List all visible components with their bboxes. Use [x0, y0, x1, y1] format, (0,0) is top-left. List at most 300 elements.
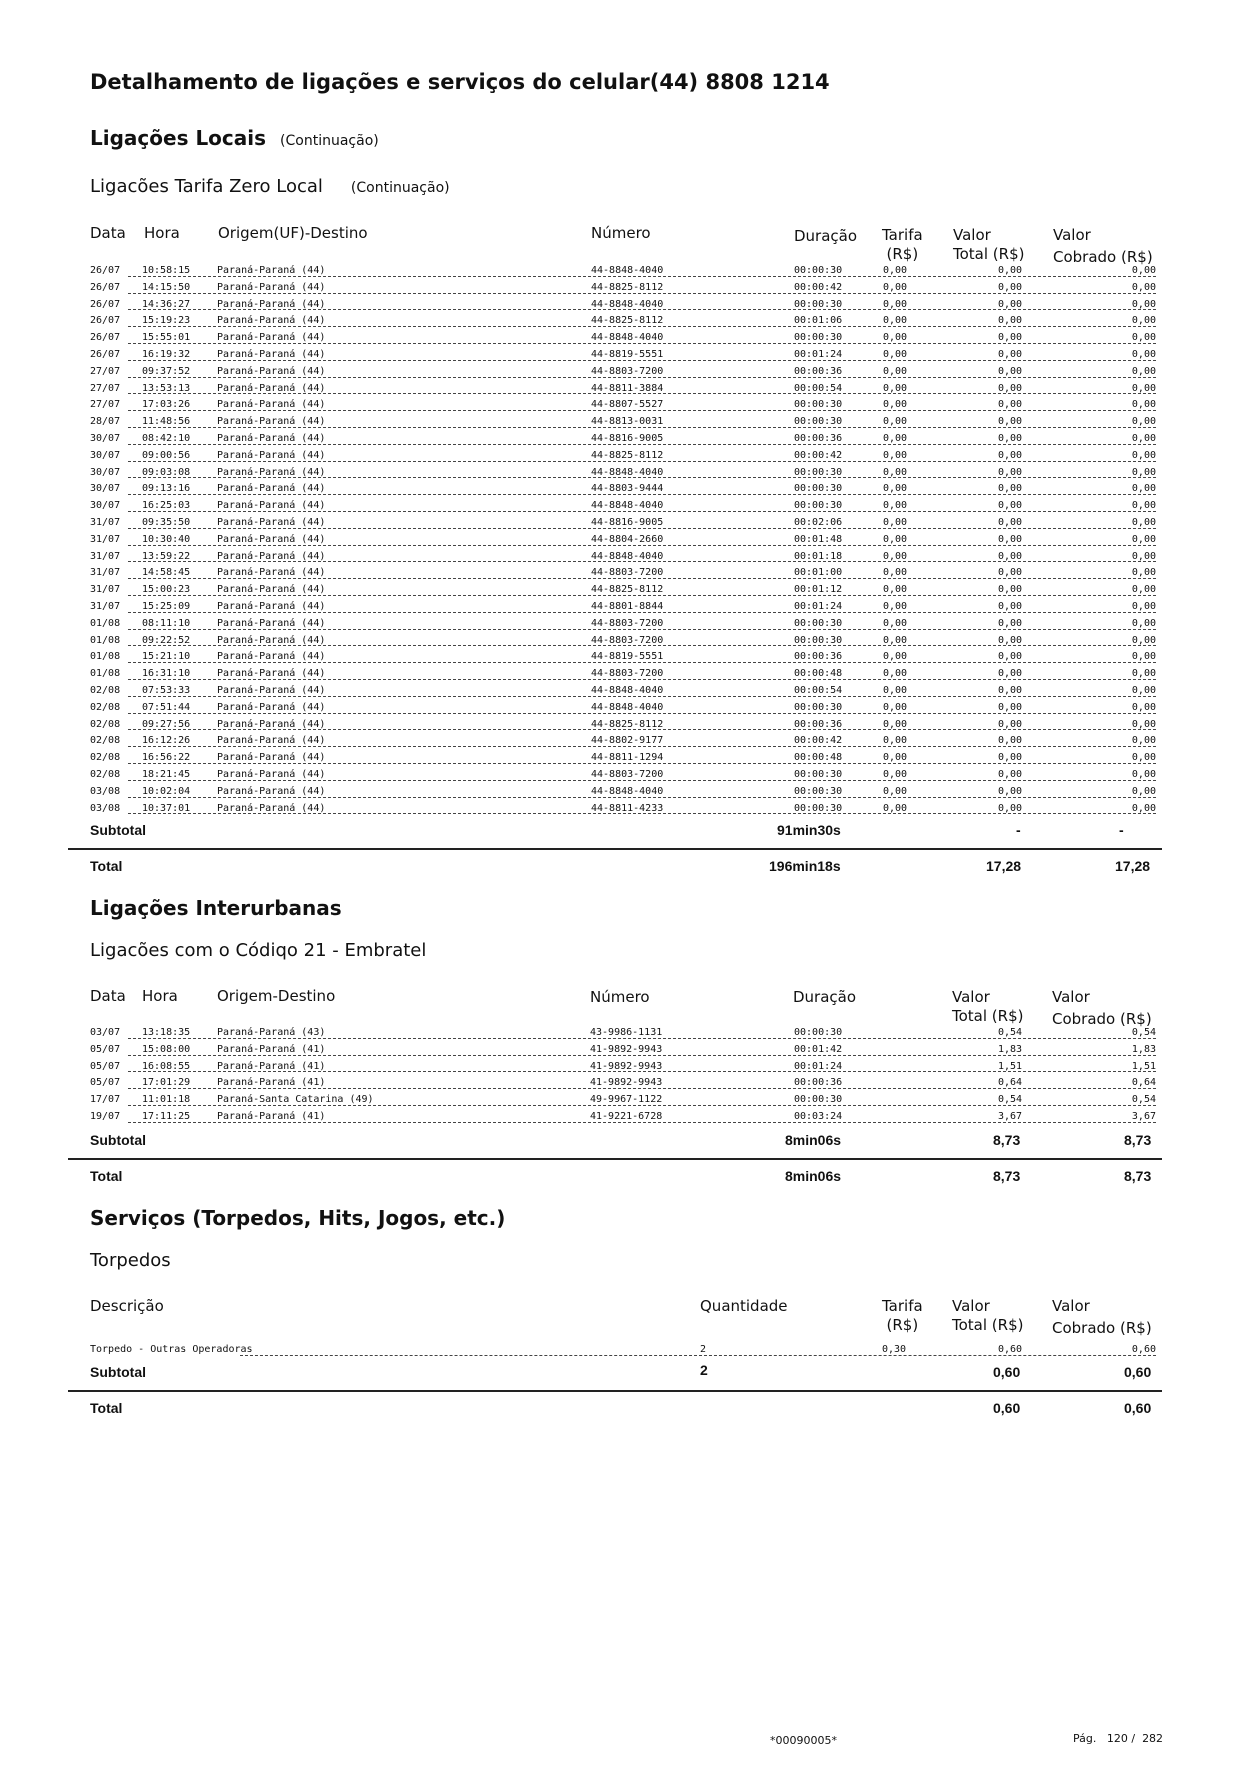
- col-header-vt-l1: Valor: [952, 988, 990, 1006]
- cell-origem: Paraná-Paraná (43): [217, 1027, 326, 1038]
- cell-origem: Paraná-Paraná (44): [217, 617, 326, 629]
- cell-hora: 15:55:01: [142, 332, 191, 344]
- cell-hora: 15:00:23: [142, 584, 191, 596]
- col-header-vc-l1: Valor: [1052, 988, 1090, 1006]
- col-header-vc-l2: Cobrado (R$): [1052, 1319, 1152, 1337]
- col-header-valor-total: [952, 1297, 1023, 1335]
- cell-numero: 43-9986-1131: [590, 1027, 663, 1038]
- locais-total-label: Total: [90, 858, 123, 874]
- col-header-valor-total: [952, 988, 1023, 1026]
- cell-origem: Paraná-Paraná (44): [217, 281, 326, 293]
- serv-subtotal-quantidade: 2: [700, 1362, 708, 1378]
- cell-tarifa: 0,00: [883, 567, 908, 579]
- col-header-descricao: Descrição: [90, 1297, 164, 1315]
- cell-valor-total: 0,00: [998, 265, 1023, 276]
- cell-tarifa: 0,00: [883, 399, 908, 411]
- cell-origem: Paraná-Paraná (44): [217, 701, 326, 713]
- cell-hora: 11:01:18: [142, 1094, 191, 1106]
- cell-numero: 44-8803-7200: [591, 617, 664, 629]
- col-header-tarifa-l1: Tarifa: [882, 1297, 923, 1315]
- cell-hora: 16:12:26: [142, 735, 191, 747]
- cell-valor-cobrado: 0,00: [1131, 651, 1156, 663]
- cell-data: 31/07: [90, 533, 121, 545]
- page-number: [1073, 1732, 1163, 1745]
- cell-data: 30/07: [90, 483, 121, 495]
- cell-valor-total: 0,00: [998, 433, 1023, 444]
- cell-duracao: 00:01:00: [794, 567, 843, 579]
- cell-tarifa: 0,00: [883, 281, 908, 293]
- cell-valor-cobrado: 0,60: [1131, 1344, 1156, 1355]
- cell-hora: 16:31:10: [142, 668, 191, 680]
- subsection-note: (Continuação): [350, 180, 450, 196]
- cell-origem: Paraná-Paraná (44): [217, 433, 326, 444]
- cell-duracao: 00:01:12: [794, 584, 843, 596]
- cell-tarifa: 0,00: [883, 433, 908, 444]
- cell-valor-cobrado: 0,00: [1131, 416, 1156, 428]
- cell-data: 01/08: [90, 634, 121, 646]
- cell-tarifa: 0,00: [883, 735, 908, 747]
- cell-hora: 08:42:10: [142, 433, 191, 444]
- cell-duracao: 00:00:30: [794, 785, 843, 797]
- table-row: [90, 1342, 1156, 1359]
- cell-valor-total: 0,00: [998, 466, 1023, 478]
- cell-hora: 14:58:45: [142, 567, 191, 579]
- cell-numero: 41-9892-9943: [590, 1043, 663, 1055]
- cell-hora: 17:03:26: [142, 399, 191, 411]
- cell-numero: 41-9892-9943: [590, 1060, 663, 1072]
- cell-data: 03/07: [90, 1027, 121, 1038]
- cell-data: 30/07: [90, 500, 121, 512]
- cell-numero: 49-9967-1122: [590, 1094, 663, 1106]
- cell-duracao: 00:00:30: [794, 483, 843, 495]
- table-row: [90, 549, 1156, 566]
- cell-valor-cobrado: 0,00: [1131, 449, 1156, 461]
- cell-origem: Paraná-Paraná (44): [217, 399, 326, 411]
- cell-duracao: 00:00:48: [794, 752, 843, 764]
- cell-tarifa: 0,00: [883, 466, 908, 478]
- cell-hora: 07:53:33: [142, 685, 191, 696]
- cell-numero: 44-8825-8112: [591, 584, 664, 596]
- cell-duracao: 00:00:30: [794, 298, 843, 310]
- cell-valor-cobrado: 3,67: [1131, 1111, 1156, 1122]
- cell-duracao: 00:00:36: [794, 1077, 843, 1089]
- cell-valor-cobrado: 0,00: [1131, 500, 1156, 512]
- cell-valor-cobrado: 0,00: [1131, 483, 1156, 495]
- cell-hora: 14:36:27: [142, 298, 191, 310]
- cell-valor-cobrado: 0,00: [1131, 265, 1156, 276]
- cell-data: 26/07: [90, 349, 121, 360]
- cell-hora: 15:21:10: [142, 651, 191, 663]
- col-header-vc-l2: Cobrado (R$): [1053, 248, 1153, 266]
- cell-valor-cobrado: 0,00: [1131, 332, 1156, 344]
- col-header-valor-cobrado: [1052, 988, 1152, 1029]
- cell-valor-cobrado: 0,00: [1131, 550, 1156, 562]
- cell-duracao: 00:00:42: [794, 735, 843, 747]
- table-row: [90, 431, 1156, 448]
- cell-numero: 44-8848-4040: [591, 298, 664, 310]
- cell-valor-cobrado: 0,00: [1131, 466, 1156, 478]
- cell-data: 19/07: [90, 1111, 121, 1122]
- cell-valor-total: 0,60: [998, 1344, 1023, 1355]
- cell-duracao: 00:00:30: [794, 701, 843, 713]
- cell-data: 02/08: [90, 735, 121, 747]
- cell-hora: 17:11:25: [142, 1111, 191, 1122]
- cell-valor-cobrado: 0,54: [1131, 1027, 1156, 1038]
- cell-data: 31/07: [90, 567, 121, 579]
- serv-subtotal-vt: 0,60: [993, 1364, 1021, 1380]
- cell-duracao: 00:00:30: [794, 1027, 843, 1038]
- col-header-vt-l2: Total (R$): [952, 1007, 1024, 1025]
- cell-valor-cobrado: 0,00: [1131, 634, 1156, 646]
- table-row: [90, 330, 1156, 347]
- cell-numero: 44-8848-4040: [591, 701, 664, 713]
- cell-valor-total: 0,64: [998, 1077, 1023, 1089]
- cell-numero: 44-8825-8112: [591, 449, 664, 461]
- col-header-origem: Origem(UF)-Destino: [218, 224, 368, 242]
- cell-valor-total: 0,00: [998, 416, 1023, 428]
- cell-valor-cobrado: 0,00: [1131, 567, 1156, 579]
- cell-duracao: 00:00:30: [794, 416, 843, 428]
- page-current: 120 /: [1106, 1732, 1136, 1745]
- cell-valor-cobrado: 0,00: [1131, 399, 1156, 411]
- table-row: [90, 599, 1156, 616]
- serv-subtotal-vc: 0,60: [1124, 1364, 1152, 1380]
- cell-tarifa: 0,00: [883, 315, 908, 327]
- cell-data: 31/07: [90, 550, 121, 562]
- serv-total-vt: 0,60: [993, 1400, 1021, 1416]
- cell-tarifa: 0,00: [883, 685, 908, 696]
- cell-numero: 44-8811-1294: [591, 752, 664, 764]
- cell-hora: 16:08:55: [142, 1060, 191, 1072]
- table-row: [90, 784, 1156, 801]
- cell-valor-cobrado: 0,00: [1131, 685, 1156, 696]
- section-title-servicos: Serviços (Torpedos, Hits, Jogos, etc.): [90, 1206, 506, 1230]
- cell-duracao: 00:00:30: [794, 265, 843, 276]
- col-header-data: Data: [90, 987, 126, 1005]
- inter-total-duracao: 8min06s: [785, 1168, 842, 1184]
- table-row: [90, 1092, 1156, 1109]
- inter-subtotal-vc: 8,73: [1124, 1132, 1152, 1148]
- cell-valor-total: 0,00: [998, 769, 1023, 780]
- cell-origem: Paraná-Paraná (41): [217, 1060, 326, 1072]
- subsection-title-torpedos: Torpedos: [90, 1250, 171, 1271]
- page-label: Pág.: [1073, 1732, 1097, 1745]
- cell-duracao: 00:00:54: [794, 685, 843, 696]
- cell-numero: 44-8803-7200: [591, 365, 664, 377]
- cell-tarifa: 0,00: [883, 584, 908, 596]
- cell-numero: 44-8848-4040: [591, 466, 664, 478]
- cell-data: 27/07: [90, 399, 121, 411]
- cell-tarifa: 0,00: [883, 298, 908, 310]
- cell-numero: 44-8803-7200: [591, 769, 664, 780]
- cell-valor-total: 0,00: [998, 517, 1023, 528]
- col-header-valor-cobrado: [1052, 1297, 1152, 1338]
- cell-duracao: 00:01:18: [794, 550, 843, 562]
- cell-valor-cobrado: 0,00: [1131, 533, 1156, 545]
- cell-numero: 44-8816-9005: [591, 433, 664, 444]
- cell-duracao: 00:01:24: [794, 1060, 843, 1072]
- locais-total-duracao: 196min18s: [769, 858, 841, 874]
- table-row: [90, 364, 1156, 381]
- table-row: [90, 683, 1156, 700]
- cell-valor-cobrado: 0,00: [1131, 769, 1156, 780]
- cell-tarifa: 0,00: [883, 617, 908, 629]
- cell-origem: Paraná-Paraná (44): [217, 718, 326, 730]
- cell-data: 31/07: [90, 517, 121, 528]
- cell-origem: Paraná-Paraná (41): [217, 1043, 326, 1055]
- cell-origem: Paraná-Paraná (44): [217, 449, 326, 461]
- cell-data: 05/07: [90, 1060, 121, 1072]
- cell-valor-cobrado: 0,00: [1131, 349, 1156, 360]
- cell-hora: 13:53:13: [142, 382, 191, 394]
- cell-data: 27/07: [90, 382, 121, 394]
- cell-origem: Paraná-Paraná (44): [217, 785, 326, 797]
- cell-valor-total: 0,00: [998, 651, 1023, 663]
- cell-tarifa: 0,00: [883, 265, 908, 276]
- col-header-valor-total: [953, 226, 1024, 264]
- col-header-vt-l1: Valor: [953, 226, 991, 244]
- cell-valor-cobrado: 0,00: [1131, 298, 1156, 310]
- cell-tarifa: 0,00: [883, 802, 908, 814]
- cell-numero: 44-8801-8844: [591, 601, 664, 612]
- cell-valor-total: 0,54: [998, 1027, 1023, 1038]
- divider: [68, 848, 1162, 850]
- cell-numero: 44-8803-9444: [591, 483, 664, 495]
- cell-duracao: 00:01:06: [794, 315, 843, 327]
- cell-tarifa: 0,00: [883, 449, 908, 461]
- table-row: [90, 263, 1156, 280]
- cell-valor-cobrado: 1,51: [1131, 1060, 1156, 1072]
- cell-duracao: 00:02:06: [794, 517, 843, 528]
- cell-valor-total: 0,00: [998, 785, 1023, 797]
- cell-data: 01/08: [90, 617, 121, 629]
- cell-hora: 16:25:03: [142, 500, 191, 512]
- cell-tarifa: 0,00: [883, 382, 908, 394]
- cell-valor-total: 0,00: [998, 685, 1023, 696]
- cell-valor-total: 0,00: [998, 399, 1023, 411]
- cell-tarifa: 0,00: [883, 500, 908, 512]
- cell-hora: 16:56:22: [142, 752, 191, 764]
- inter-subtotal-duracao: 8min06s: [785, 1132, 842, 1148]
- cell-tarifa: 0,00: [883, 365, 908, 377]
- table-row: [90, 666, 1156, 683]
- cell-valor-total: 0,00: [998, 550, 1023, 562]
- section-note: (Continuação): [280, 133, 379, 149]
- cell-tarifa: 0,00: [883, 416, 908, 428]
- locais-subtotal-label: Subtotal: [90, 822, 146, 838]
- cell-valor-cobrado: 0,00: [1131, 735, 1156, 747]
- cell-origem: Paraná-Paraná (44): [217, 382, 326, 394]
- cell-numero: 44-8848-4040: [591, 550, 664, 562]
- cell-origem: Paraná-Paraná (44): [217, 735, 326, 747]
- table-row: [90, 1109, 1156, 1126]
- cell-duracao: 00:00:30: [794, 399, 843, 411]
- cell-valor-cobrado: 0,00: [1131, 517, 1156, 528]
- cell-valor-cobrado: 0,00: [1131, 802, 1156, 814]
- serv-subtotal-label: Subtotal: [90, 1364, 146, 1380]
- col-header-duracao: Duração: [793, 988, 857, 1006]
- col-header-tarifa-l1: Tarifa: [882, 226, 923, 244]
- cell-origem: Paraná-Paraná (41): [217, 1077, 326, 1089]
- col-header-vt-l1: Valor: [952, 1297, 990, 1315]
- section-title-interurbanas: Ligações Interurbanas: [90, 896, 342, 920]
- table-row: [90, 717, 1156, 734]
- cell-data: 26/07: [90, 281, 121, 293]
- cell-duracao: 00:00:30: [794, 332, 843, 344]
- cell-tarifa: 0,00: [883, 668, 908, 680]
- cell-data: 02/08: [90, 701, 121, 713]
- col-header-vc-l1: Valor: [1053, 226, 1091, 244]
- cell-valor-cobrado: 0,00: [1131, 584, 1156, 596]
- cell-hora: 18:21:45: [142, 769, 191, 780]
- inter-total-label: Total: [90, 1168, 123, 1184]
- inter-total-vc: 8,73: [1124, 1168, 1152, 1184]
- cell-origem: Paraná-Paraná (44): [217, 483, 326, 495]
- cell-duracao: 00:03:24: [794, 1111, 843, 1122]
- cell-duracao: 00:00:30: [794, 802, 843, 814]
- cell-duracao: 00:00:36: [794, 718, 843, 730]
- cell-origem: Paraná-Paraná (41): [217, 1111, 326, 1122]
- cell-valor-total: 3,67: [998, 1111, 1023, 1122]
- table-row: [90, 515, 1156, 532]
- cell-hora: 10:58:15: [142, 265, 191, 276]
- cell-origem: Paraná-Paraná (44): [217, 550, 326, 562]
- table-row: [90, 532, 1156, 549]
- col-header-vt-l2: Total (R$): [952, 1316, 1024, 1334]
- cell-origem: Paraná-Paraná (44): [217, 584, 326, 596]
- cell-valor-total: 0,00: [998, 298, 1023, 310]
- cell-data: 17/07: [90, 1094, 121, 1106]
- cell-quantidade: 2: [700, 1344, 707, 1355]
- cell-origem: Paraná-Paraná (44): [217, 601, 326, 612]
- cell-duracao: 00:00:42: [794, 281, 843, 293]
- table-row: [90, 733, 1156, 750]
- table-row: [90, 313, 1156, 330]
- inter-subtotal-vt: 8,73: [993, 1132, 1021, 1148]
- col-header-tarifa-l2: (R$): [886, 245, 919, 263]
- cell-valor-total: 0,00: [998, 567, 1023, 579]
- cell-data: 03/08: [90, 802, 121, 814]
- cell-duracao: 00:00:36: [794, 651, 843, 663]
- cell-valor-total: 0,00: [998, 617, 1023, 629]
- cell-valor-total: 0,00: [998, 365, 1023, 377]
- cell-numero: 44-8819-5551: [591, 349, 664, 360]
- cell-hora: 09:13:16: [142, 483, 191, 495]
- col-header-tarifa: [882, 226, 923, 264]
- cell-valor-cobrado: 0,64: [1131, 1077, 1156, 1089]
- cell-hora: 16:19:32: [142, 349, 191, 360]
- cell-origem: Paraná-Paraná (44): [217, 517, 326, 528]
- cell-valor-cobrado: 0,00: [1131, 752, 1156, 764]
- cell-data: 27/07: [90, 365, 121, 377]
- col-header-quantidade: Quantidade: [700, 1297, 788, 1315]
- cell-tarifa: 0,00: [883, 332, 908, 344]
- cell-tarifa: 0,00: [883, 785, 908, 797]
- cell-data: 26/07: [90, 332, 121, 344]
- cell-numero: 44-8848-4040: [591, 332, 664, 344]
- cell-duracao: 00:01:48: [794, 533, 843, 545]
- col-header-numero: Número: [591, 224, 651, 242]
- cell-numero: 44-8825-8112: [591, 718, 664, 730]
- table-row: [90, 448, 1156, 465]
- col-header-data: Data: [90, 224, 126, 242]
- cell-numero: 44-8803-7200: [591, 668, 664, 680]
- cell-tarifa: 0,00: [883, 718, 908, 730]
- cell-tarifa: 0,00: [883, 483, 908, 495]
- cell-hora: 08:11:10: [142, 617, 191, 629]
- cell-hora: 10:02:04: [142, 785, 191, 797]
- cell-numero: 44-8802-9177: [591, 735, 664, 747]
- cell-hora: 09:00:56: [142, 449, 191, 461]
- locais-subtotal-vc: -: [1119, 822, 1124, 838]
- cell-hora: 15:25:09: [142, 601, 191, 612]
- cell-valor-total: 0,00: [998, 735, 1023, 747]
- cell-data: 03/08: [90, 785, 121, 797]
- col-header-vt-l2: Total (R$): [953, 245, 1025, 263]
- cell-numero: 44-8848-4040: [591, 500, 664, 512]
- table-row: [90, 397, 1156, 414]
- document-title: Detalhamento de ligações e serviços do celular(44) 8808 1214: [90, 70, 830, 94]
- cell-tarifa: 0,00: [883, 769, 908, 780]
- cell-duracao: 00:00:36: [794, 433, 843, 444]
- cell-valor-total: 0,00: [998, 634, 1023, 646]
- cell-origem: Paraná-Paraná (44): [217, 298, 326, 310]
- col-header-tarifa: [882, 1297, 923, 1335]
- cell-duracao: 00:00:54: [794, 382, 843, 394]
- cell-valor-cobrado: 0,00: [1131, 365, 1156, 377]
- cell-duracao: 00:00:30: [794, 1094, 843, 1106]
- cell-tarifa: 0,00: [883, 349, 908, 360]
- cell-numero: 41-9221-6728: [590, 1111, 663, 1122]
- cell-duracao: 00:00:30: [794, 466, 843, 478]
- cell-valor-cobrado: 0,00: [1131, 601, 1156, 612]
- table-row: [90, 381, 1156, 398]
- locais-subtotal-vt: -: [1016, 822, 1021, 838]
- col-header-hora: Hora: [142, 987, 178, 1005]
- cell-hora: 09:35:50: [142, 517, 191, 528]
- section-title-text: Ligações Locais: [90, 126, 267, 150]
- cell-numero: 44-8803-7200: [591, 567, 664, 579]
- col-header-numero: Número: [590, 988, 650, 1006]
- cell-data: 02/08: [90, 769, 121, 780]
- cell-data: 26/07: [90, 298, 121, 310]
- cell-hora: 07:51:44: [142, 701, 191, 713]
- cell-numero: 44-8813-0031: [591, 416, 664, 428]
- cell-numero: 44-8848-4040: [591, 785, 664, 797]
- cell-hora: 10:30:40: [142, 533, 191, 545]
- cell-data: 05/07: [90, 1043, 121, 1055]
- cell-valor-total: 0,00: [998, 500, 1023, 512]
- cell-origem: Paraná-Paraná (44): [217, 567, 326, 579]
- cell-origem: Paraná-Paraná (44): [217, 416, 326, 428]
- cell-valor-cobrado: 0,00: [1131, 315, 1156, 327]
- cell-duracao: 00:00:48: [794, 668, 843, 680]
- cell-origem: Paraná-Paraná (44): [217, 769, 326, 780]
- cell-valor-total: 0,00: [998, 701, 1023, 713]
- cell-tarifa: 0,00: [883, 752, 908, 764]
- divider: [68, 1390, 1162, 1392]
- table-row: [90, 1075, 1156, 1092]
- cell-hora: 09:22:52: [142, 634, 191, 646]
- cell-origem: Paraná-Paraná (44): [217, 634, 326, 646]
- col-header-hora: Hora: [144, 224, 180, 242]
- cell-origem: Paraná-Paraná (44): [217, 685, 326, 696]
- subsection-title-text: Ligacões Tarifa Zero Local: [90, 176, 323, 197]
- locais-total-vc: 17,28: [1115, 858, 1151, 874]
- cell-numero: 44-8825-8112: [591, 315, 664, 327]
- cell-hora: 10:37:01: [142, 802, 191, 814]
- cell-tarifa: 0,00: [883, 550, 908, 562]
